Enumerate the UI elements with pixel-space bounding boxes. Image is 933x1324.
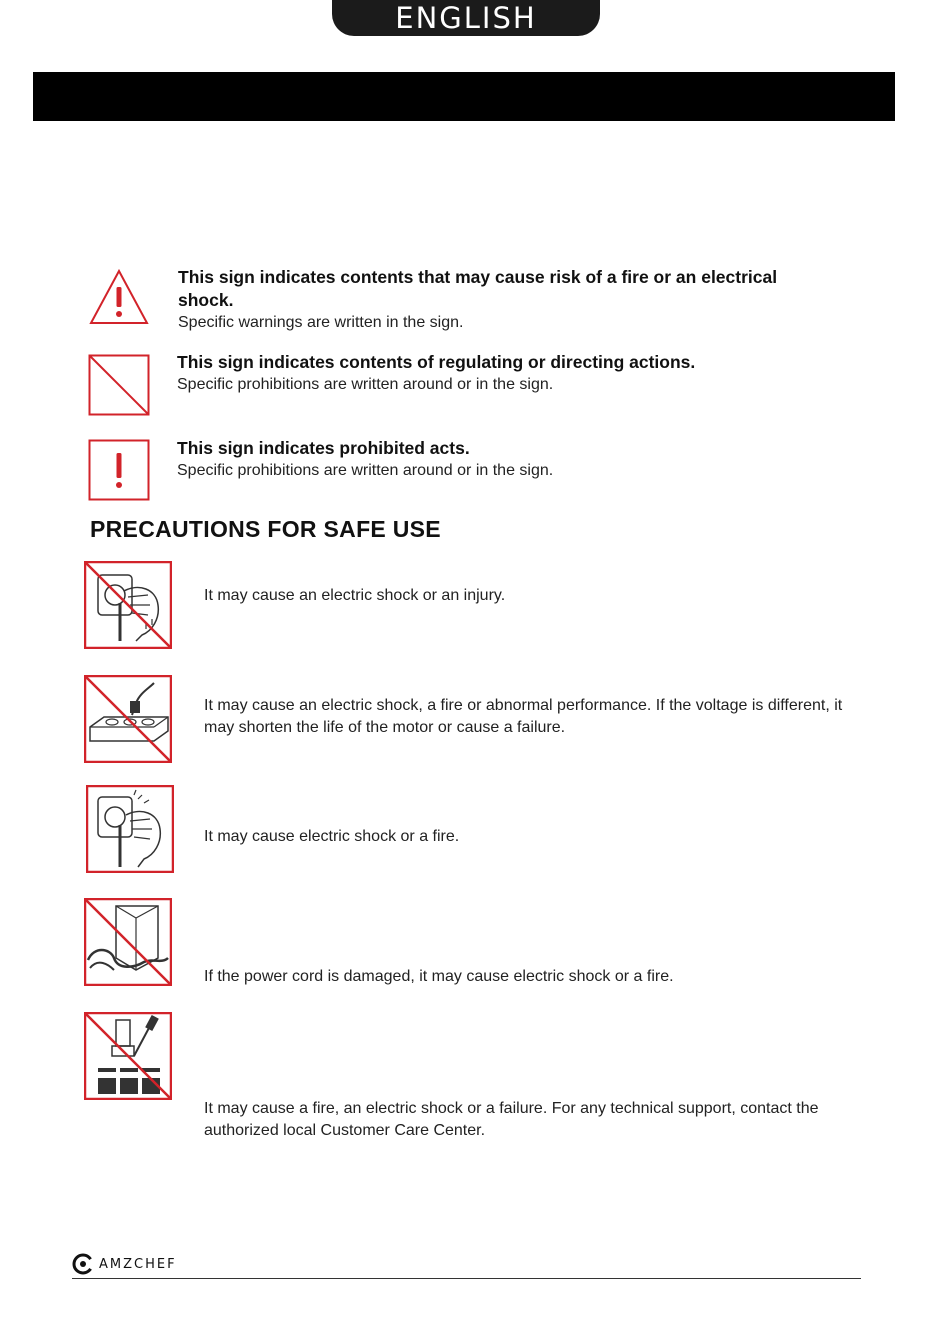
- no-cord-under-object-icon: [84, 898, 172, 986]
- plug-in-firmly-icon: [86, 785, 174, 873]
- brand-name: AMZCHEF: [99, 1256, 177, 1272]
- sign-title: This sign indicates prohibited acts.: [177, 438, 470, 458]
- precaution-text: If the power cord is damaged, it may cause electric shock or a fire.: [204, 968, 674, 985]
- precaution-text: It may cause a fire, an electric shock or a failure. For any technical support, contact the authorized local Customer Care Center.: [204, 1100, 819, 1139]
- sign-description: Specific prohibitions are written around or in the sign.: [177, 462, 554, 479]
- precaution-text: It may cause an electric shock or an injury.: [204, 587, 506, 604]
- amzchef-logo-icon: [72, 1253, 94, 1275]
- prohibition-square-icon: [88, 354, 150, 416]
- precautions-title: PRECAUTIONS FOR SAFE USE: [90, 516, 441, 542]
- no-wet-hands-plug-icon: [84, 561, 172, 649]
- sign-title: This sign indicates contents of regulating or directing actions.: [177, 352, 696, 372]
- footer-divider: [72, 1278, 861, 1279]
- sign-description: Specific warnings are written in the sign.: [178, 314, 464, 331]
- header-bar: [33, 72, 895, 121]
- no-power-strip-icon: [84, 675, 172, 763]
- language-tab: ENGLISH: [332, 0, 600, 36]
- precaution-text: It may cause an electric shock, a fire or abnormal performance. If the voltage is different, it may shorten the life of the motor or cause a failure.: [204, 697, 843, 736]
- no-disassembly-icon: [84, 1012, 172, 1100]
- warning-triangle-icon: [88, 268, 150, 326]
- sign-title: This sign indicates contents that may cause risk of a fire or an electrical shock.: [178, 267, 778, 310]
- exclamation-square-icon: [88, 439, 150, 501]
- precaution-text: It may cause electric shock or a fire.: [204, 828, 460, 845]
- brand-logo: [72, 1252, 177, 1276]
- sign-description: Specific prohibitions are written around or in the sign.: [177, 376, 554, 393]
